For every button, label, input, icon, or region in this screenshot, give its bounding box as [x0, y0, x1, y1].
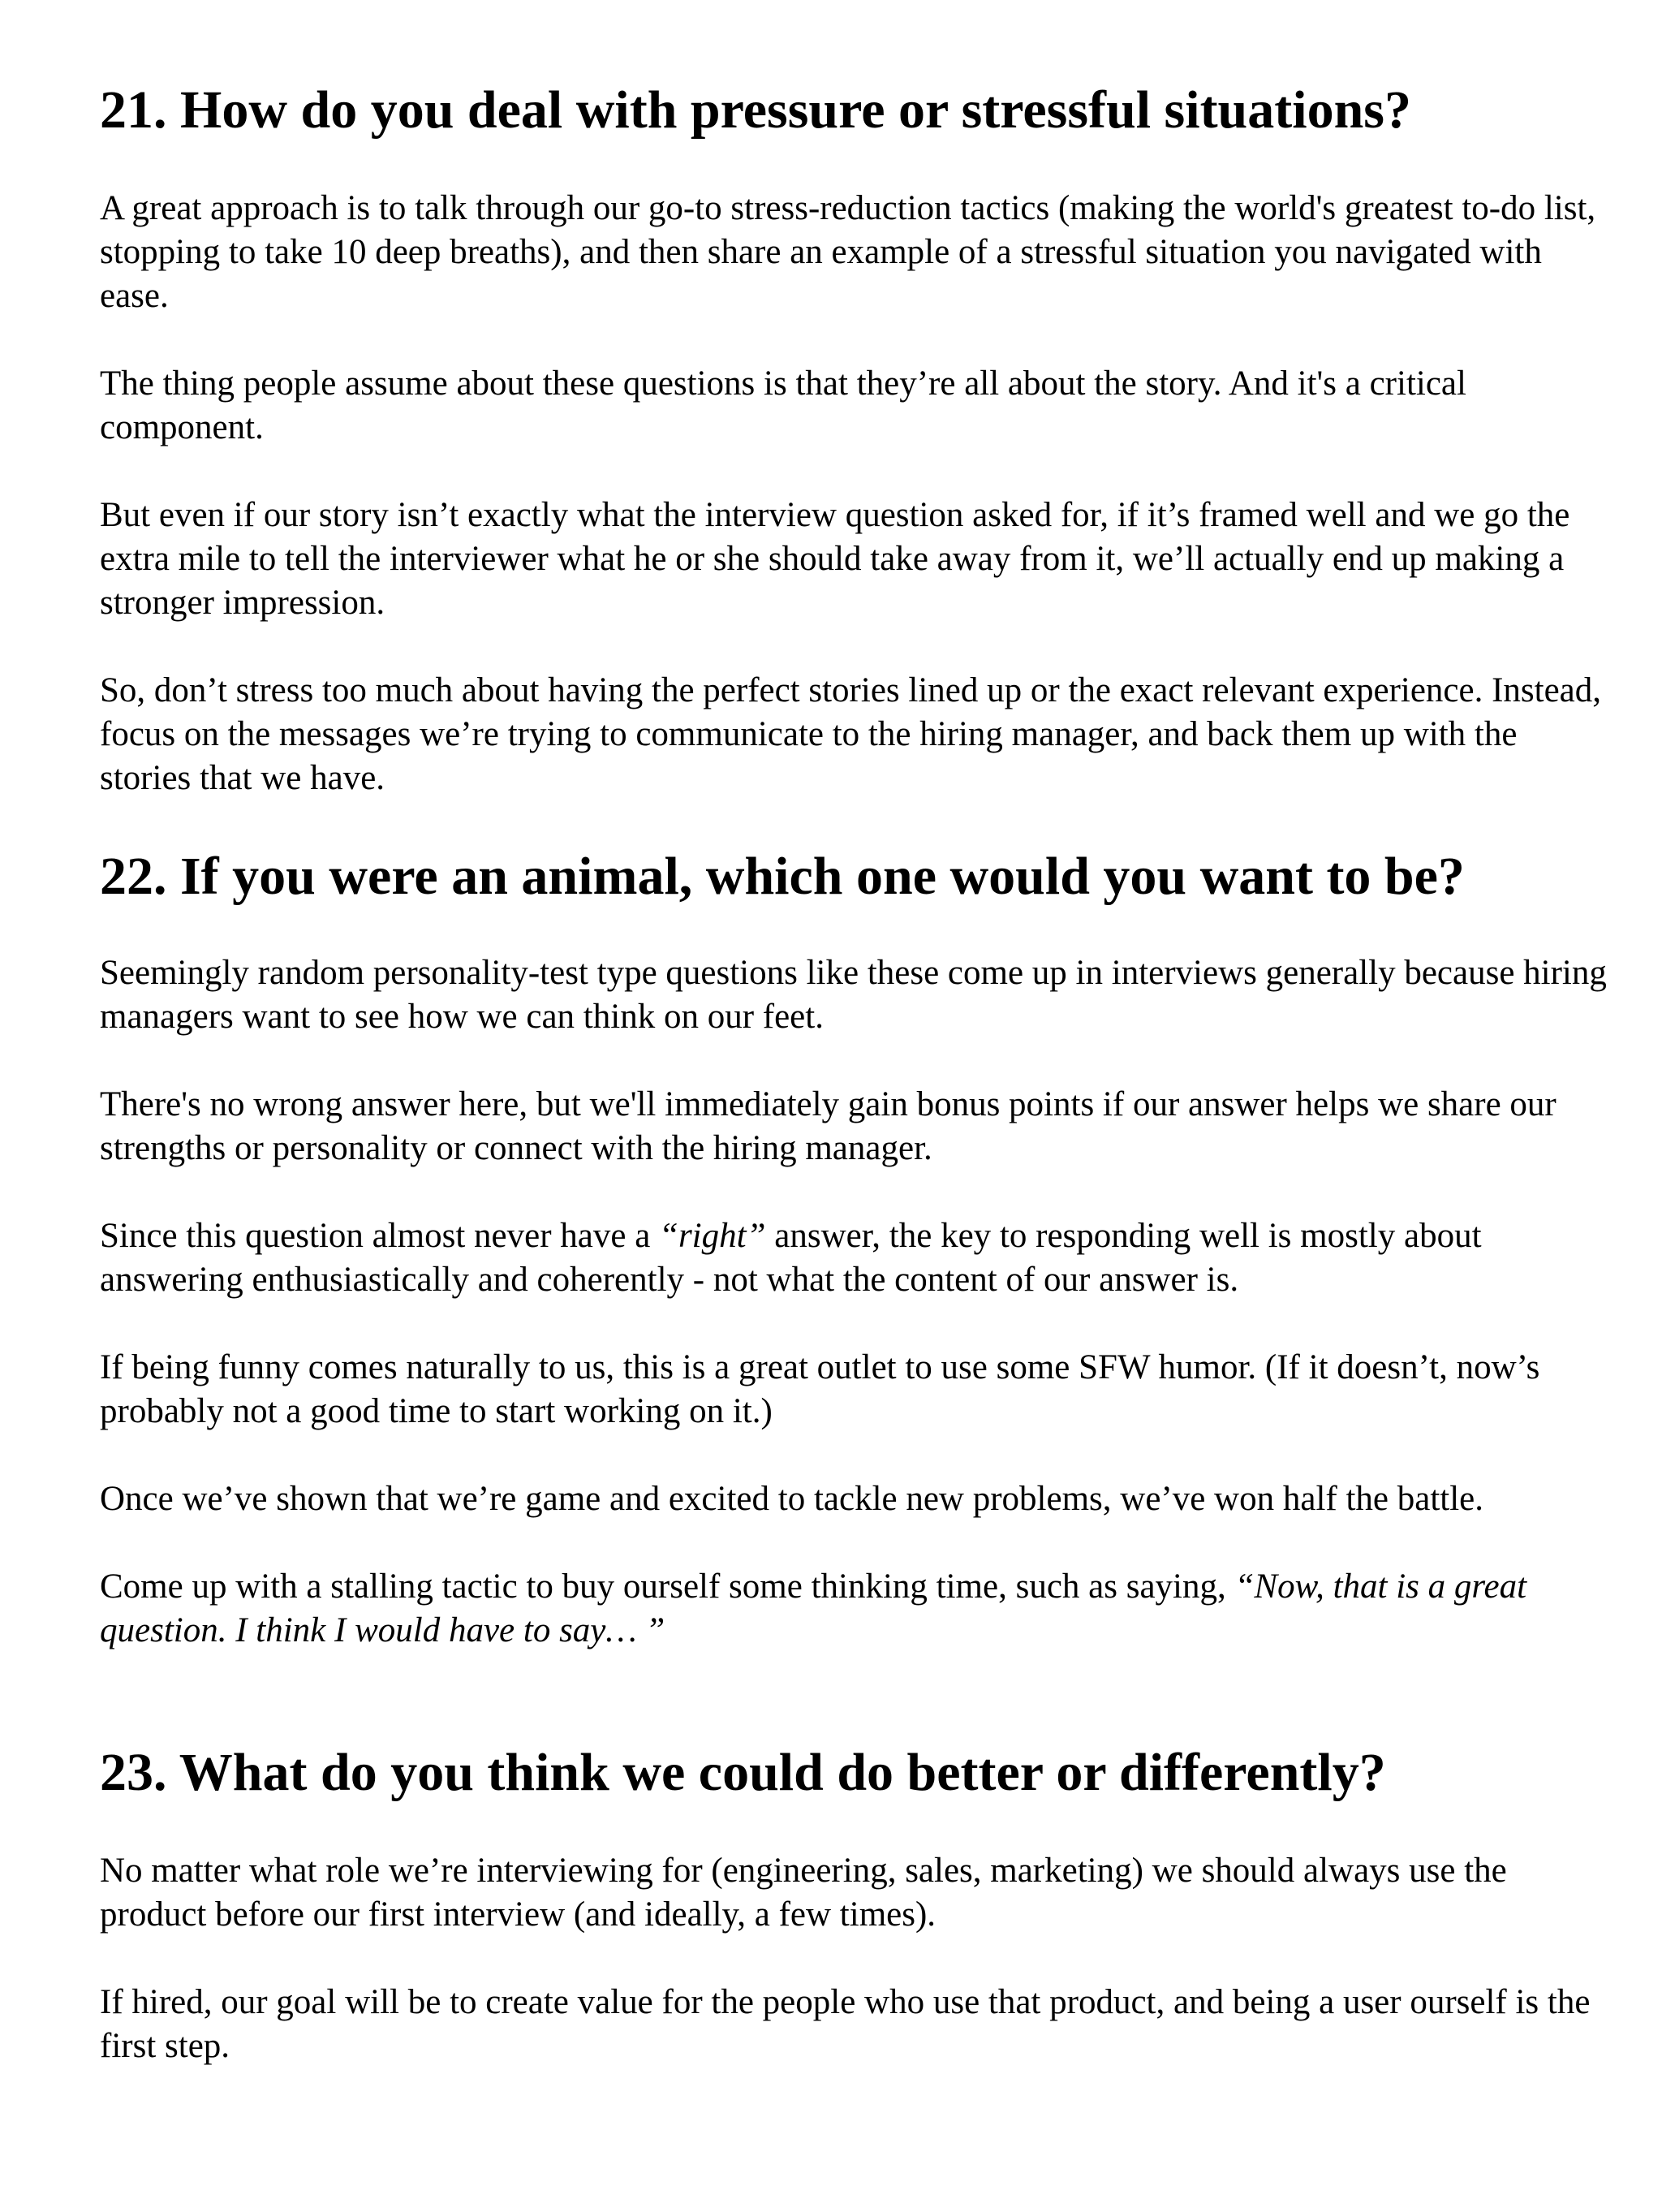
section-22-body — [100, 951, 1609, 1653]
right-quote-italic: “right” — [659, 1217, 766, 1255]
section-23-body — [100, 1849, 1609, 2068]
section-22-heading: 22. If you were an animal, which one would you want to be? — [100, 847, 1465, 906]
section-22-paragraph-5: Once we’ve shown that we’re game and excited to tackle new problems, we’ve won half the battle. — [100, 1480, 1484, 1518]
section-22-paragraph-4: If being funny comes naturally to us, this is a great outlet to use some SFW humor. (If it doesn’t, now’s probably not a good time to start working on it.) — [100, 1348, 1540, 1430]
section-22-paragraph-3 — [100, 1214, 1609, 1302]
section-22-paragraph-3-after: answer, the key to responding well is mostly about answering enthusiastically and coherently - not what the content of our answer is. — [100, 1217, 1482, 1299]
section-22-paragraph-2: There's no wrong answer here, but we'll immediately gain bonus points if our answer helps we share our strengths or personality or connect with the hiring manager. — [100, 1085, 1557, 1167]
stalling-quote-italic: “Now, that is a great question. I think I would have to say… ” — [100, 1567, 1527, 1649]
section-22-paragraph-1: Seemingly random personality-test type questions like these come up in interviews generally because hiring managers want to see how we can think on our feet. — [100, 954, 1607, 1036]
section-23-paragraph-2: If hired, our goal will be to create value for the people who use that product, and being a user ourself is the first step. — [100, 1983, 1591, 2065]
section-21-paragraph-3: But even if our story isn’t exactly what the interview question asked for, if it’s framed well and we go the extra mile to tell the interviewer what he or she should take away from it, we’ll actually end up making a stronger impression. — [100, 496, 1570, 622]
section-21-paragraph-1: A great approach is to talk through our go-to stress-reduction tactics (making the world's greatest to-do list, stopping to take 10 deep breaths), and then share an example of a stressful situation you navigated with ease. — [100, 189, 1596, 315]
section-23-paragraph-1: No matter what role we’re interviewing for (engineering, sales, marketing) we should always use the product before our first interview (and ideally, a few times). — [100, 1852, 1507, 1934]
section-21-heading: 21. How do you deal with pressure or stressful situations? — [100, 80, 1411, 140]
section-22-paragraph-3-before: Since this question almost never have a — [100, 1217, 660, 1255]
section-21-paragraph-2: The thing people assume about these questions is that they’re all about the story. And it's a critical component. — [100, 364, 1466, 446]
section-23-heading: 23. What do you think we could do better or differently? — [100, 1743, 1386, 1802]
section-22-paragraph-6 — [100, 1565, 1609, 1653]
section-21-body — [100, 187, 1609, 800]
section-22-paragraph-6-before: Come up with a stalling tactic to buy ourself some thinking time, such as saying, — [100, 1567, 1235, 1606]
section-21-paragraph-4: So, don’t stress too much about having the perfect stories lined up or the exact relevant experience. Instead, focus on the messages we’re trying to communicate to the hiring manager, and back them up with the stories that we have. — [100, 671, 1602, 797]
